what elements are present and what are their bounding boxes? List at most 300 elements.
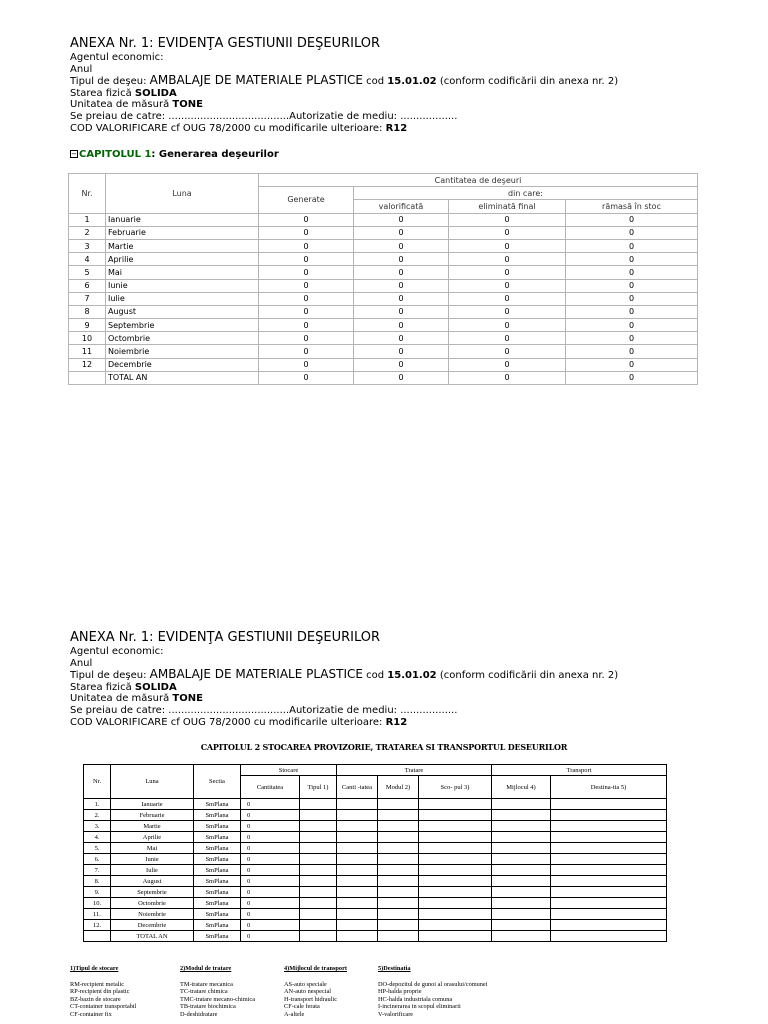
col2-mijlocul: Mijlocul 4) <box>492 776 551 799</box>
cell-generate: 0 <box>259 292 354 305</box>
col2-cantitatea: Cantitatea <box>241 776 300 799</box>
cell-luna: Ianuarie <box>106 213 259 226</box>
cell-sectia: SmPlana <box>194 876 241 887</box>
table-row <box>69 253 698 266</box>
cell-empty <box>551 920 667 931</box>
col2-destinatia: Destina-tia 5) <box>551 776 667 799</box>
cell-luna: Septembrie <box>106 319 259 332</box>
cell-empty <box>378 931 419 942</box>
cell-empty <box>492 810 551 821</box>
table-row <box>84 931 667 942</box>
cell-empty <box>337 898 378 909</box>
col-ramasa: rămasă în stoc <box>566 200 698 213</box>
cell-sectia: SmPlana <box>194 931 241 942</box>
cell-empty <box>378 876 419 887</box>
cell-sectia: SmPlana <box>194 920 241 931</box>
cell-ramasa: 0 <box>566 345 698 358</box>
cell-cant: 0 <box>241 876 300 887</box>
table-row <box>84 898 667 909</box>
cell-empty <box>337 876 378 887</box>
year-label: Anul <box>70 63 93 75</box>
waste-code: 15.01.02 <box>387 76 437 88</box>
legend-heading: 1)Tipul de stocare <box>70 965 119 972</box>
legend-treatment-mode <box>180 965 255 1019</box>
cell-nr: 11 <box>69 345 106 358</box>
col2-luna: Luna <box>111 765 194 799</box>
legend-destination <box>378 965 487 1019</box>
cell-empty <box>492 832 551 843</box>
cell-nr: 2. <box>84 810 111 821</box>
cell-generate: 0 <box>259 358 354 371</box>
legend-item: HP-halda proprie <box>378 988 422 996</box>
cell-luna: August <box>111 876 194 887</box>
cell-sectia: SmPlana <box>194 810 241 821</box>
cell-cant: 0 <box>241 843 300 854</box>
cell-empty <box>492 898 551 909</box>
cell-nr: 12. <box>84 920 111 931</box>
table-row <box>84 810 667 821</box>
cell-nr: 9 <box>69 319 106 332</box>
table-row <box>69 239 698 252</box>
cell-generate: 0 <box>259 266 354 279</box>
cell-generate: 0 <box>259 371 354 384</box>
col-luna: Luna <box>106 174 259 214</box>
cell-nr: 4 <box>69 253 106 266</box>
cell-valorificata: 0 <box>354 253 449 266</box>
cell-empty <box>551 931 667 942</box>
cell-cant: 0 <box>241 865 300 876</box>
cell-empty <box>419 909 492 920</box>
legend-item: HC-halda industriala comuna <box>378 995 453 1003</box>
cell-luna: Ianuarie <box>111 799 194 810</box>
storage-treatment-transport-table <box>83 764 667 942</box>
cell-empty <box>337 821 378 832</box>
chapter-1-heading: − CAPITOLUL 1: Generarea deşeurilor <box>71 149 279 160</box>
legend-heading: 5)Destinatia <box>378 965 411 972</box>
cell-empty <box>378 843 419 854</box>
legend-item: A-altele <box>284 1010 305 1018</box>
cell-sectia: SmPlana <box>194 909 241 920</box>
cell-generate: 0 <box>259 319 354 332</box>
col2-cantitatea-tratare: Canti -tatea <box>337 776 378 799</box>
cell-luna: Octombrie <box>111 898 194 909</box>
cell-empty <box>300 898 337 909</box>
table-row <box>69 213 698 226</box>
legend-item: CF-cale ferata <box>284 1003 320 1011</box>
cell-sectia: SmPlana <box>194 865 241 876</box>
chapter-2-title: CAPITOLUL 2 STOCAREA PROVIZORIE, TRATAREA SI TRANSPORTUL DESEURILOR <box>200 742 568 752</box>
cell-eliminata: 0 <box>449 292 566 305</box>
cell-eliminata: 0 <box>449 345 566 358</box>
table-row <box>69 266 698 279</box>
table-row <box>69 332 698 345</box>
cell-empty <box>551 865 667 876</box>
cell-valorificata: 0 <box>354 213 449 226</box>
cell-empty <box>419 931 492 942</box>
cell-luna: TOTAL AN <box>111 931 194 942</box>
cell-nr: 8 <box>69 305 106 318</box>
collapse-icon[interactable]: − <box>71 150 77 158</box>
cell-ramasa: 0 <box>566 213 698 226</box>
legend-item: V-valorificare <box>378 1010 414 1018</box>
cell-empty <box>492 876 551 887</box>
legend-item: CT-container transportabil <box>70 1003 137 1011</box>
cell-ramasa: 0 <box>566 266 698 279</box>
agent-label: Agentul economic: <box>70 52 164 63</box>
legend-heading: 4)Mijlocul de transport <box>284 965 347 972</box>
col2-scopul: Sco- pul 3) <box>419 776 492 799</box>
cell-empty <box>337 909 378 920</box>
table-row <box>84 799 667 810</box>
cell-empty <box>551 854 667 865</box>
cell-empty <box>551 876 667 887</box>
cell-luna: Mai <box>106 266 259 279</box>
cell-generate: 0 <box>259 345 354 358</box>
cell-nr: 7. <box>84 865 111 876</box>
col2-modul: Modul 2) <box>378 776 419 799</box>
cell-luna: Martie <box>111 821 194 832</box>
col2-transport: Transport <box>492 765 667 776</box>
legend-item: DO-depozitul de gunoi al orasului/comunei <box>378 980 488 988</box>
legend-transport-means <box>284 965 347 1019</box>
cell-empty <box>378 920 419 931</box>
cell-valorificata: 0 <box>354 332 449 345</box>
cell-empty <box>551 832 667 843</box>
table-row <box>84 854 667 865</box>
cell-empty <box>419 887 492 898</box>
cell-eliminata: 0 <box>449 226 566 239</box>
cell-sectia: SmPlana <box>194 843 241 854</box>
cell-luna: Decembrie <box>111 920 194 931</box>
cell-empty <box>551 799 667 810</box>
cell-eliminata: 0 <box>449 266 566 279</box>
cell-valorificata: 0 <box>354 292 449 305</box>
cell-empty <box>300 854 337 865</box>
cell-nr: 5. <box>84 843 111 854</box>
cell-valorificata: 0 <box>354 266 449 279</box>
cell-sectia: SmPlana <box>194 898 241 909</box>
table-row <box>69 358 698 371</box>
cell-empty <box>300 920 337 931</box>
cell-empty <box>300 931 337 942</box>
table-row <box>84 876 667 887</box>
cell-luna: Noiembrie <box>111 909 194 920</box>
cell-nr <box>84 931 111 942</box>
cell-eliminata: 0 <box>449 213 566 226</box>
cell-luna: TOTAL AN <box>106 371 259 384</box>
recovery-code-line: COD VALORIFICARE cf OUG 78/2000 cu modificarile ulterioare: R12 <box>70 122 408 134</box>
header-block-2: ANEXA Nr. 1: EVIDENŢA GESTIUNII DEŞEURILOR Agentul economic: Anul Tipul de deşeu: AMBALAJE DE MATERIALE PLASTICE cod 15.01.02 (conform codificării din anexa nr. 2) Starea fizică SOLIDA Unitatea de măsură TONE Se preiau de catre: ......................................Autorizatie de mediu: .................. COD VALORIFICARE cf OUG 78/2000 cu modificarile ulterioare: R12 <box>70 630 619 728</box>
pickup-line: Se preiau de catre: ......................................Autorizatie de mediu: .................. <box>70 110 458 122</box>
cell-empty <box>378 799 419 810</box>
cell-luna: Septembrie <box>111 887 194 898</box>
cell-empty <box>300 832 337 843</box>
cell-empty <box>378 887 419 898</box>
cell-nr: 1 <box>69 213 106 226</box>
cell-nr: 4. <box>84 832 111 843</box>
cell-luna: Iulie <box>106 292 259 305</box>
cell-valorificata: 0 <box>354 279 449 292</box>
cell-empty <box>419 898 492 909</box>
header-block-1 <box>70 36 618 134</box>
cell-luna: Februarie <box>111 810 194 821</box>
table-row <box>84 832 667 843</box>
cell-empty <box>419 832 492 843</box>
table-row <box>84 909 667 920</box>
cell-empty <box>551 898 667 909</box>
cell-ramasa: 0 <box>566 358 698 371</box>
cell-cant: 0 <box>241 920 300 931</box>
cell-generate: 0 <box>259 279 354 292</box>
cell-empty <box>378 909 419 920</box>
table-row <box>69 305 698 318</box>
legend-item: TB-tratare biochimica <box>180 1003 236 1011</box>
unit-line: Unitatea de măsură TONE <box>70 99 203 111</box>
cell-cant: 0 <box>241 810 300 821</box>
cell-luna: Iunie <box>106 279 259 292</box>
cell-empty <box>378 821 419 832</box>
table-row <box>84 821 667 832</box>
cell-empty <box>419 876 492 887</box>
cell-nr: 11. <box>84 909 111 920</box>
cell-empty <box>337 920 378 931</box>
cell-empty <box>337 854 378 865</box>
cell-empty <box>551 909 667 920</box>
cell-empty <box>419 821 492 832</box>
cell-empty <box>337 931 378 942</box>
cell-eliminata: 0 <box>449 371 566 384</box>
cell-empty <box>337 865 378 876</box>
cell-empty <box>378 865 419 876</box>
table-row <box>69 292 698 305</box>
table-row <box>84 887 667 898</box>
cell-nr: 3. <box>84 821 111 832</box>
cell-empty <box>378 898 419 909</box>
cell-empty <box>378 854 419 865</box>
cell-empty <box>419 810 492 821</box>
cell-empty <box>419 854 492 865</box>
cell-sectia: SmPlana <box>194 854 241 865</box>
cell-valorificata: 0 <box>354 319 449 332</box>
cell-luna: Iulie <box>111 865 194 876</box>
legend-item: RP-recipient din plastic <box>70 988 130 996</box>
waste-generation-table <box>68 173 698 385</box>
cell-luna: Mai <box>111 843 194 854</box>
cell-luna: Februarie <box>106 226 259 239</box>
cell-generate: 0 <box>259 226 354 239</box>
cell-empty <box>337 799 378 810</box>
cell-luna: Aprilie <box>111 832 194 843</box>
cell-empty <box>492 799 551 810</box>
cell-sectia: SmPlana <box>194 832 241 843</box>
cell-empty <box>337 843 378 854</box>
annex-title: ANEXA Nr. 1: EVIDENŢA GESTIUNII DEŞEURILOR <box>70 36 381 51</box>
col-din-care: din care: <box>354 187 698 200</box>
col-valorificata: valorificată <box>354 200 449 213</box>
cell-cant: 0 <box>241 898 300 909</box>
cell-valorificata: 0 <box>354 226 449 239</box>
cell-empty <box>492 843 551 854</box>
cell-ramasa: 0 <box>566 226 698 239</box>
cell-valorificata: 0 <box>354 345 449 358</box>
cell-eliminata: 0 <box>449 239 566 252</box>
legend-item: BZ-bazin de stocare <box>70 995 121 1003</box>
cell-nr: 5 <box>69 266 106 279</box>
cell-luna: Octombrie <box>106 332 259 345</box>
cell-sectia: SmPlana <box>194 821 241 832</box>
cell-empty <box>300 810 337 821</box>
cell-empty <box>378 810 419 821</box>
legend-item: CF-container fix <box>70 1010 112 1018</box>
cell-nr: 8. <box>84 876 111 887</box>
cell-empty <box>492 909 551 920</box>
cell-ramasa: 0 <box>566 253 698 266</box>
cell-generate: 0 <box>259 332 354 345</box>
cell-generate: 0 <box>259 213 354 226</box>
cell-empty <box>492 865 551 876</box>
cell-nr <box>69 371 106 384</box>
cell-luna: Decembrie <box>106 358 259 371</box>
cell-eliminata: 0 <box>449 305 566 318</box>
cell-ramasa: 0 <box>566 279 698 292</box>
cell-cant: 0 <box>241 887 300 898</box>
cell-empty <box>337 887 378 898</box>
cell-nr: 10 <box>69 332 106 345</box>
cell-luna: Martie <box>106 239 259 252</box>
legend-item: TMC-tratare mecano-chimica <box>180 995 255 1003</box>
cell-cant: 0 <box>241 832 300 843</box>
cell-luna: August <box>106 305 259 318</box>
cell-eliminata: 0 <box>449 358 566 371</box>
cell-empty <box>337 810 378 821</box>
cell-valorificata: 0 <box>354 239 449 252</box>
cell-cant: 0 <box>241 909 300 920</box>
cell-empty <box>419 865 492 876</box>
legend-item: TC-tratare chimica <box>180 988 228 996</box>
cell-empty <box>419 799 492 810</box>
cell-empty <box>300 909 337 920</box>
cell-nr: 1. <box>84 799 111 810</box>
table-row <box>69 345 698 358</box>
table-row <box>84 865 667 876</box>
cell-nr: 6. <box>84 854 111 865</box>
cell-ramasa: 0 <box>566 305 698 318</box>
cell-empty <box>551 887 667 898</box>
col-generate: Generate <box>259 187 354 213</box>
cell-generate: 0 <box>259 305 354 318</box>
cell-nr: 3 <box>69 239 106 252</box>
table-row <box>69 279 698 292</box>
cell-generate: 0 <box>259 253 354 266</box>
legend-item: RM-recipient metalic <box>70 980 125 988</box>
cell-ramasa: 0 <box>566 371 698 384</box>
col2-stocare: Stocare <box>241 765 337 776</box>
cell-nr: 7 <box>69 292 106 305</box>
cell-empty <box>300 887 337 898</box>
cell-ramasa: 0 <box>566 332 698 345</box>
col-nr: Nr. <box>69 174 106 214</box>
col2-nr: Nr. <box>84 765 111 799</box>
cell-eliminata: 0 <box>449 253 566 266</box>
legend-item: TM-tratare mecanica <box>180 980 233 988</box>
waste-type-line: Tipul de deşeu: AMBALAJE DE MATERIALE PLASTICE cod 15.01.02 (conform codificării din anexa nr. 2) <box>70 73 619 88</box>
table-row <box>84 920 667 931</box>
cell-empty <box>492 821 551 832</box>
cell-empty <box>378 832 419 843</box>
col2-tipul: Tipul 1) <box>300 776 337 799</box>
legend-item: AS-auto speciale <box>284 980 327 988</box>
cell-luna: Aprilie <box>106 253 259 266</box>
col2-sectia: Sectia <box>194 765 241 799</box>
cell-empty <box>492 854 551 865</box>
cell-empty <box>300 799 337 810</box>
cell-luna: Noiembrie <box>106 345 259 358</box>
col-cantitatea: Cantitatea de deşeuri <box>259 174 698 187</box>
legend-item: AN-auto nespecial <box>284 988 332 996</box>
cell-nr: 9. <box>84 887 111 898</box>
legend-storage-type <box>70 965 136 1019</box>
cell-empty <box>419 920 492 931</box>
cell-valorificata: 0 <box>354 305 449 318</box>
physical-state-line: Starea fizică SOLIDA <box>70 87 177 99</box>
cell-nr: 12 <box>69 358 106 371</box>
cell-eliminata: 0 <box>449 332 566 345</box>
cell-empty <box>300 876 337 887</box>
cell-sectia: SmPlana <box>194 799 241 810</box>
cell-generate: 0 <box>259 239 354 252</box>
cell-cant: 0 <box>241 854 300 865</box>
cell-empty <box>300 843 337 854</box>
legend-item: H-transport hidraulic <box>284 995 337 1003</box>
cell-cant: 0 <box>241 799 300 810</box>
table-row <box>84 843 667 854</box>
cell-empty <box>492 931 551 942</box>
cell-eliminata: 0 <box>449 279 566 292</box>
table-row <box>69 371 698 384</box>
table-row <box>69 226 698 239</box>
cell-luna: Iunie <box>111 854 194 865</box>
legend-item: I-incinerarea in scopul eliminarii <box>378 1003 461 1011</box>
cell-nr: 6 <box>69 279 106 292</box>
cell-empty <box>551 843 667 854</box>
col-eliminata: eliminată final <box>449 200 566 213</box>
cell-empty <box>337 832 378 843</box>
cell-eliminata: 0 <box>449 319 566 332</box>
cell-nr: 2 <box>69 226 106 239</box>
cell-ramasa: 0 <box>566 292 698 305</box>
cell-empty <box>300 865 337 876</box>
waste-type-value: AMBALAJE DE MATERIALE PLASTICE <box>149 73 363 88</box>
table-row <box>69 319 698 332</box>
cell-nr: 10. <box>84 898 111 909</box>
cell-ramasa: 0 <box>566 319 698 332</box>
cell-empty <box>492 920 551 931</box>
cell-cant: 0 <box>241 821 300 832</box>
legend-item: D-deshidratare <box>180 1010 218 1018</box>
cell-empty <box>551 821 667 832</box>
cell-valorificata: 0 <box>354 358 449 371</box>
cell-empty <box>300 821 337 832</box>
cell-cant: 0 <box>241 931 300 942</box>
cell-empty <box>419 843 492 854</box>
cell-ramasa: 0 <box>566 239 698 252</box>
legend-heading: 2)Modul de tratare <box>180 965 232 972</box>
cell-sectia: SmPlana <box>194 887 241 898</box>
cell-empty <box>551 810 667 821</box>
col2-tratare: Tratare <box>337 765 492 776</box>
cell-empty <box>492 887 551 898</box>
cell-valorificata: 0 <box>354 371 449 384</box>
